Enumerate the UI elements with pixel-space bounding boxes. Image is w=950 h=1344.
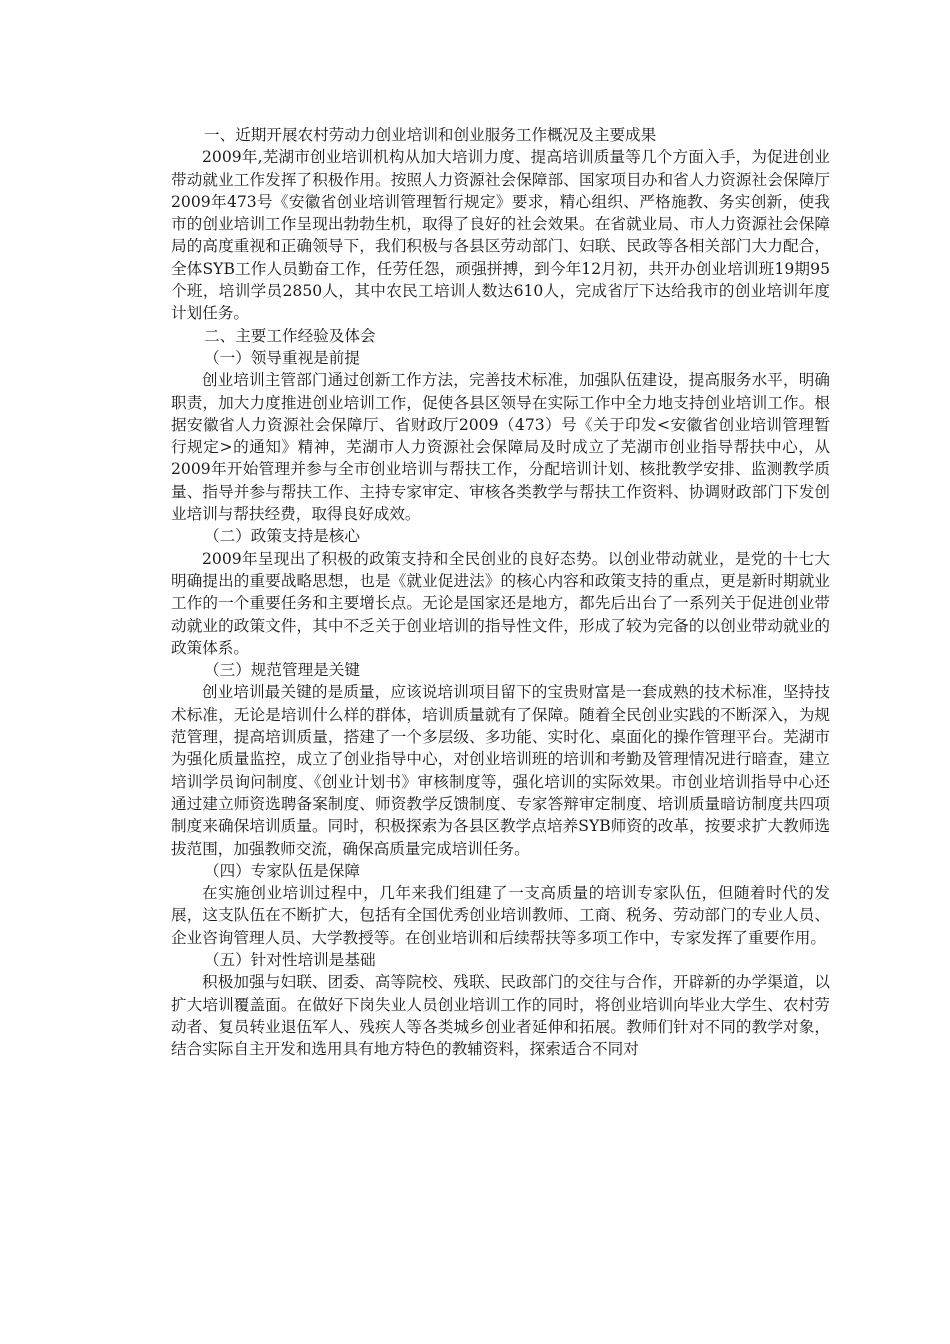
sub-heading-3: （三）规范管理是关键 — [204, 661, 360, 680]
sub-heading-1: （一）领导重视是前提 — [204, 348, 360, 367]
body-paragraph: 创业培训主管部门通过创新工作方法，完善技术标准，加强队伍建设，提高服务水平，明确职责，加大力度推进创业培训工作，促使各县区领导在实际工作中全力地支持创业培训工作。根据安徽省人力资源社会保障厅、省财政厅2009（473）号《关于印发<安徽省创业培训管理暂行规定>的通知》精神，芜湖市人力资源社会保障局及时成立了芜湖市创业指导帮扶中心，从2009年开始管理并参与全市创业培训与帮扶工作，分配培训计划、核批教学安排、监测教学质量、指导并参与帮扶工作、主持专家审定、审核各类教学与帮扶工作资料、协调财政部门下发创业培训与帮扶经费，取得良好成效。 — [171, 371, 830, 524]
section-heading-2: 二、主要工作经验及体会 — [204, 326, 376, 345]
document-page — [171, 124, 830, 1060]
body-paragraph: 积极加强与妇联、团委、高等院校、残联、民政部门的交往与合作，开辟新的办学渠道，以扩大培训覆盖面。在做好下岗失业人员创业培训工作的同时，将创业培训向毕业大学生、农村劳动者、复员转业退伍军人、残疾人等各类城乡创业者延伸和拓展。教师们针对不同的教学对象，结合实际自主开发和选用具有地方特色的教辅资料，探索适合不同对 — [171, 973, 830, 1059]
sub-heading-2: （二）政策支持是核心 — [204, 527, 360, 546]
body-paragraph: 2009年呈现出了积极的政策支持和全民创业的良好态势。以创业带动就业，是党的十七大明确提出的重要战略思想，也是《就业促进法》的核心内容和政策支持的重点，更是新时期就业工作的一个重要任务和主要增长点。无论是国家还是地方，都先后出台了一系列关于促进创业带动就业的政策文件，其中不乏关于创业培训的指导性文件，形成了较为完备的以创业带动就业的政策体系。 — [171, 549, 830, 657]
body-paragraph: 2009年,芜湖市创业培训机构从加大培训力度、提高培训质量等几个方面入手，为促进创业带动就业工作发挥了积极作用。按照人力资源社会保障部、国家项目办和省人力资源社会保障厅2009年473号《安徽省创业培训管理暂行规定》要求，精心组织、严格施教、务实创新，使我市的创业培训工作呈现出勃勃生机，取得了良好的社会效果。在省就业局、市人力资源社会保障局的高度重视和正确领导下，我们积极与各县区劳动部门、妇联、民政等各相关部门大力配合，全体SYB工作人员勤奋工作，任劳任怨，顽强拼搏，到今年12月初，共开办创业培训班19期95个班，培训学员2850人，其中农民工培训人数达610人，完成省厅下达给我市的创业培训年度计划任务。 — [171, 148, 830, 323]
sub-heading-5: （五）针对性培训是基础 — [204, 950, 376, 969]
section-heading-1: 一、近期开展农村劳动力创业培训和创业服务工作概况及主要成果 — [204, 126, 657, 144]
sub-heading-4: （四）专家队伍是保障 — [204, 861, 360, 880]
body-paragraph: 创业培训最关键的是质量，应该说培训项目留下的宝贵财富是一套成熟的技术标准，坚持技术标准，无论是培训什么样的群体，培训质量就有了保障。随着全民创业实践的不断深入，为规范管理，提高培训质量，搭建了一个多层级、多功能、实时化、桌面化的操作管理平台。芜湖市为强化质量监控，成立了创业指导中心，对创业培训班的培训和考勤及管理情况进行暗查，建立培训学员询问制度、《创业计划书》审核制度等，强化培训的实际效果。市创业培训指导中心还通过建立师资选聘备案制度、师资教学反馈制度、专家答辩审定制度、培训质量暗访制度共四项制度来确保培训质量。同时，积极探索为各县区教学点培养SYB师资的改革，按要求扩大教师选拔范围，加强教师交流，确保高质量完成培训任务。 — [171, 683, 830, 858]
body-paragraph: 在实施创业培训过程中，几年来我们组建了一支高质量的培训专家队伍，但随着时代的发展，这支队伍在不断扩大，包括有全国优秀创业培训教师、工商、税务、劳动部门的专业人员、企业咨询管理人员、大学教授等。在创业培训和后续帮扶等多项工作中，专家发挥了重要作用。 — [171, 884, 830, 947]
